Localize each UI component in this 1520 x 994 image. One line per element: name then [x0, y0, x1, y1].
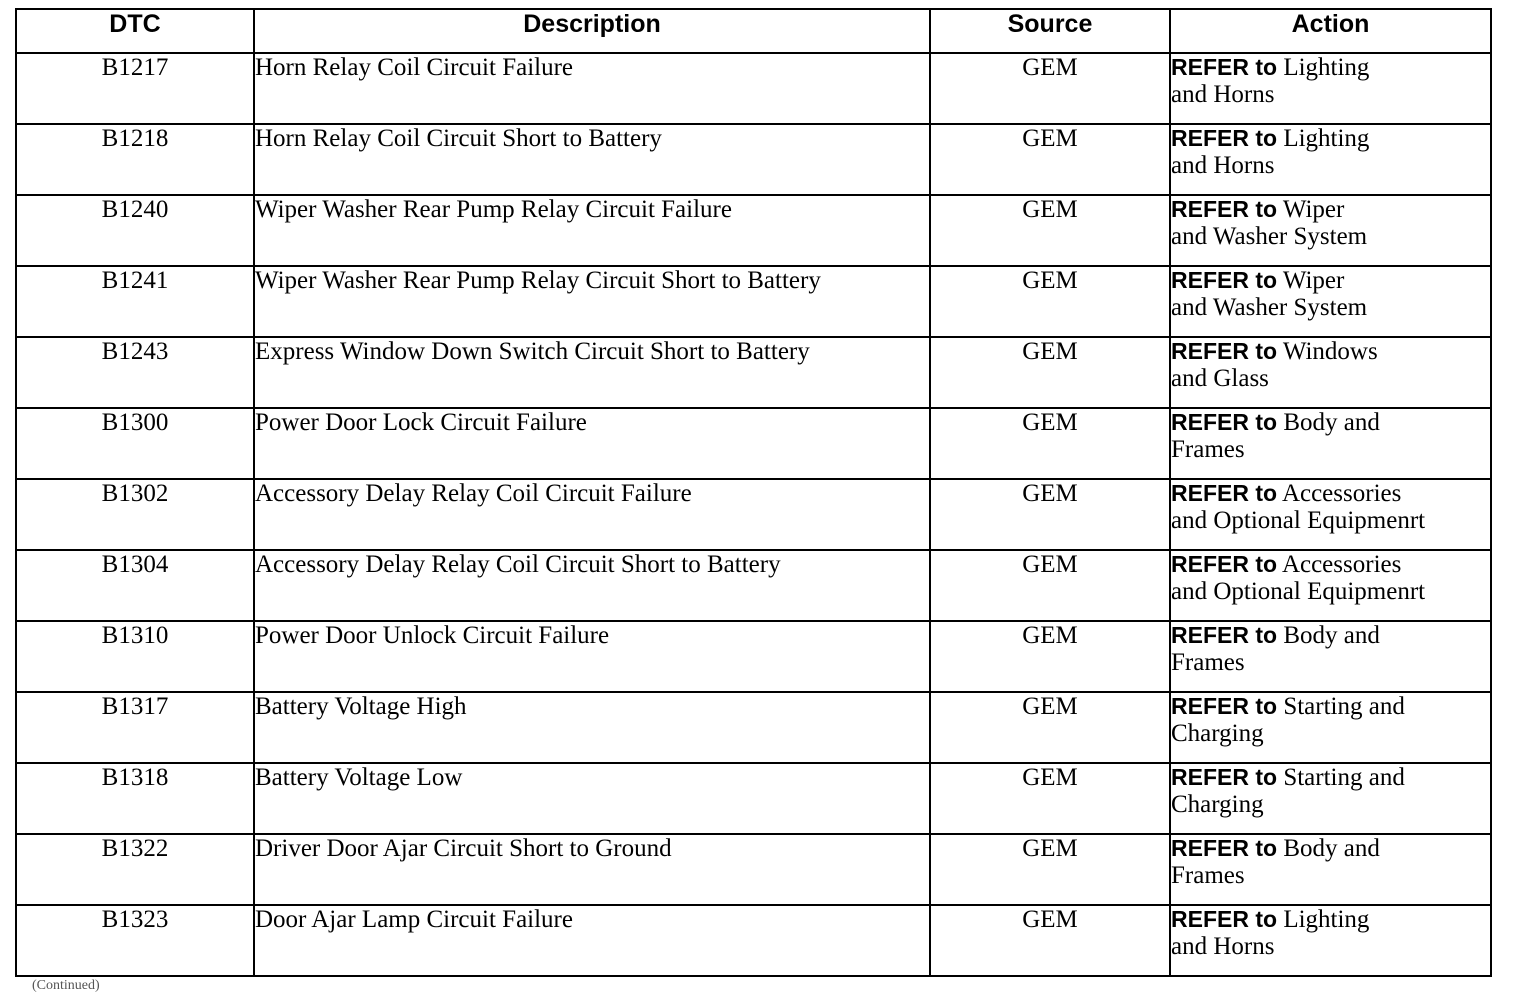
action-target: Starting and: [1283, 693, 1405, 720]
header-row: [16, 9, 1491, 53]
dtc-description: Wiper Washer Rear Pump Relay Circuit Short to Battery: [254, 266, 930, 337]
dtc-action: [1170, 195, 1491, 266]
table-row: [16, 266, 1491, 337]
action-line-1: [1171, 409, 1490, 436]
action-target: Wiper: [1282, 196, 1345, 223]
action-line-2: and Optional Equipmenrt: [1171, 578, 1426, 605]
dtc-action: [1170, 266, 1491, 337]
dtc-code: B1302: [16, 479, 254, 550]
action-line-1: [1171, 622, 1490, 649]
dtc-code: B1310: [16, 621, 254, 692]
table-body: [16, 53, 1491, 976]
dtc-source: GEM: [930, 195, 1170, 266]
action-target: Body and: [1283, 835, 1380, 862]
action-line-2: and Horns: [1171, 152, 1275, 179]
action-line-1: [1171, 906, 1490, 933]
dtc-action: [1170, 337, 1491, 408]
dtc-source: GEM: [930, 692, 1170, 763]
dtc-description: Accessory Delay Relay Coil Circuit Short to Battery: [254, 550, 930, 621]
action-line-2: Charging: [1171, 791, 1264, 818]
dtc-description: Express Window Down Switch Circuit Short to Battery: [254, 337, 930, 408]
dtc-description: Battery Voltage High: [254, 692, 930, 763]
action-line-1: [1171, 196, 1490, 223]
action-line-2: and Washer System: [1171, 223, 1368, 250]
dtc-action: [1170, 905, 1491, 976]
dtc-source: GEM: [930, 53, 1170, 124]
action-line-2: Charging: [1171, 720, 1264, 747]
dtc-source: GEM: [930, 408, 1170, 479]
action-line-2: and Optional Equipmenrt: [1171, 507, 1426, 534]
action-target: Starting and: [1283, 764, 1405, 791]
action-refer: REFER to: [1171, 551, 1278, 577]
action-target: Wiper: [1282, 267, 1345, 294]
dtc-description: Accessory Delay Relay Coil Circuit Failure: [254, 479, 930, 550]
continued-note: (Continued): [32, 978, 100, 993]
dtc-description: Horn Relay Coil Circuit Short to Battery: [254, 124, 930, 195]
dtc-source: GEM: [930, 337, 1170, 408]
dtc-code: B1323: [16, 905, 254, 976]
action-refer: REFER to: [1171, 480, 1278, 506]
header-action: Action: [1170, 9, 1491, 53]
dtc-code: B1304: [16, 550, 254, 621]
action-line-1: [1171, 125, 1490, 152]
header-description: Description: [254, 9, 930, 53]
action-refer: REFER to: [1171, 196, 1278, 222]
action-line-2: Frames: [1171, 649, 1245, 676]
table-row: [16, 124, 1491, 195]
action-line-1: [1171, 693, 1490, 720]
dtc-description: Battery Voltage Low: [254, 763, 930, 834]
table-row: [16, 763, 1491, 834]
action-line-1: [1171, 551, 1490, 578]
table-row: [16, 550, 1491, 621]
dtc-action: [1170, 479, 1491, 550]
table-row: [16, 479, 1491, 550]
dtc-table: [15, 8, 1492, 977]
dtc-code: B1243: [16, 337, 254, 408]
header-dtc: DTC: [16, 9, 254, 53]
dtc-action: [1170, 124, 1491, 195]
action-line-1: [1171, 480, 1490, 507]
table-row: [16, 195, 1491, 266]
table-row: [16, 408, 1491, 479]
dtc-code: B1241: [16, 266, 254, 337]
dtc-code: B1240: [16, 195, 254, 266]
header-source: Source: [930, 9, 1170, 53]
dtc-description: Door Ajar Lamp Circuit Failure: [254, 905, 930, 976]
action-line-2: and Horns: [1171, 933, 1275, 960]
action-line-1: [1171, 338, 1490, 365]
action-target: Lighting: [1283, 125, 1370, 152]
action-refer: REFER to: [1171, 764, 1278, 790]
action-refer: REFER to: [1171, 906, 1278, 932]
table-row: [16, 834, 1491, 905]
dtc-code: B1322: [16, 834, 254, 905]
dtc-source: GEM: [930, 621, 1170, 692]
table-row: [16, 905, 1491, 976]
action-refer: REFER to: [1171, 54, 1278, 80]
dtc-code: B1317: [16, 692, 254, 763]
dtc-source: GEM: [930, 550, 1170, 621]
dtc-code: B1318: [16, 763, 254, 834]
action-target: Lighting: [1283, 54, 1370, 81]
dtc-source: GEM: [930, 124, 1170, 195]
action-target: Body and: [1283, 409, 1380, 436]
dtc-description: Wiper Washer Rear Pump Relay Circuit Failure: [254, 195, 930, 266]
dtc-code: B1217: [16, 53, 254, 124]
dtc-action: [1170, 692, 1491, 763]
dtc-description: Driver Door Ajar Circuit Short to Ground: [254, 834, 930, 905]
action-target: Accessories: [1281, 480, 1402, 507]
dtc-action: [1170, 550, 1491, 621]
dtc-action: [1170, 763, 1491, 834]
action-line-1: [1171, 764, 1490, 791]
action-target: Accessories: [1281, 551, 1402, 578]
action-refer: REFER to: [1171, 267, 1278, 293]
action-target: Lighting: [1283, 906, 1370, 933]
action-target: Windows: [1282, 338, 1378, 365]
action-refer: REFER to: [1171, 622, 1278, 648]
dtc-code: B1218: [16, 124, 254, 195]
action-target: Body and: [1283, 622, 1380, 649]
dtc-source: GEM: [930, 834, 1170, 905]
dtc-action: [1170, 834, 1491, 905]
action-line-2: Frames: [1171, 436, 1245, 463]
table-row: [16, 621, 1491, 692]
action-line-2: and Horns: [1171, 81, 1275, 108]
dtc-source: GEM: [930, 905, 1170, 976]
action-line-2: Frames: [1171, 862, 1245, 889]
action-line-2: and Washer System: [1171, 294, 1368, 321]
action-refer: REFER to: [1171, 338, 1278, 364]
action-refer: REFER to: [1171, 125, 1278, 151]
action-line-2: and Glass: [1171, 365, 1269, 392]
dtc-source: GEM: [930, 479, 1170, 550]
dtc-action: [1170, 53, 1491, 124]
action-line-1: [1171, 267, 1490, 294]
table-row: [16, 337, 1491, 408]
dtc-description: Power Door Unlock Circuit Failure: [254, 621, 930, 692]
dtc-description: Horn Relay Coil Circuit Failure: [254, 53, 930, 124]
action-refer: REFER to: [1171, 409, 1278, 435]
action-refer: REFER to: [1171, 835, 1278, 861]
action-line-1: [1171, 835, 1490, 862]
action-line-1: [1171, 54, 1490, 81]
dtc-source: GEM: [930, 266, 1170, 337]
dtc-source: GEM: [930, 763, 1170, 834]
table-header: [16, 9, 1491, 53]
action-refer: REFER to: [1171, 693, 1278, 719]
dtc-description: Power Door Lock Circuit Failure: [254, 408, 930, 479]
dtc-action: [1170, 408, 1491, 479]
table-row: [16, 692, 1491, 763]
table-row: [16, 53, 1491, 124]
dtc-action: [1170, 621, 1491, 692]
dtc-code: B1300: [16, 408, 254, 479]
